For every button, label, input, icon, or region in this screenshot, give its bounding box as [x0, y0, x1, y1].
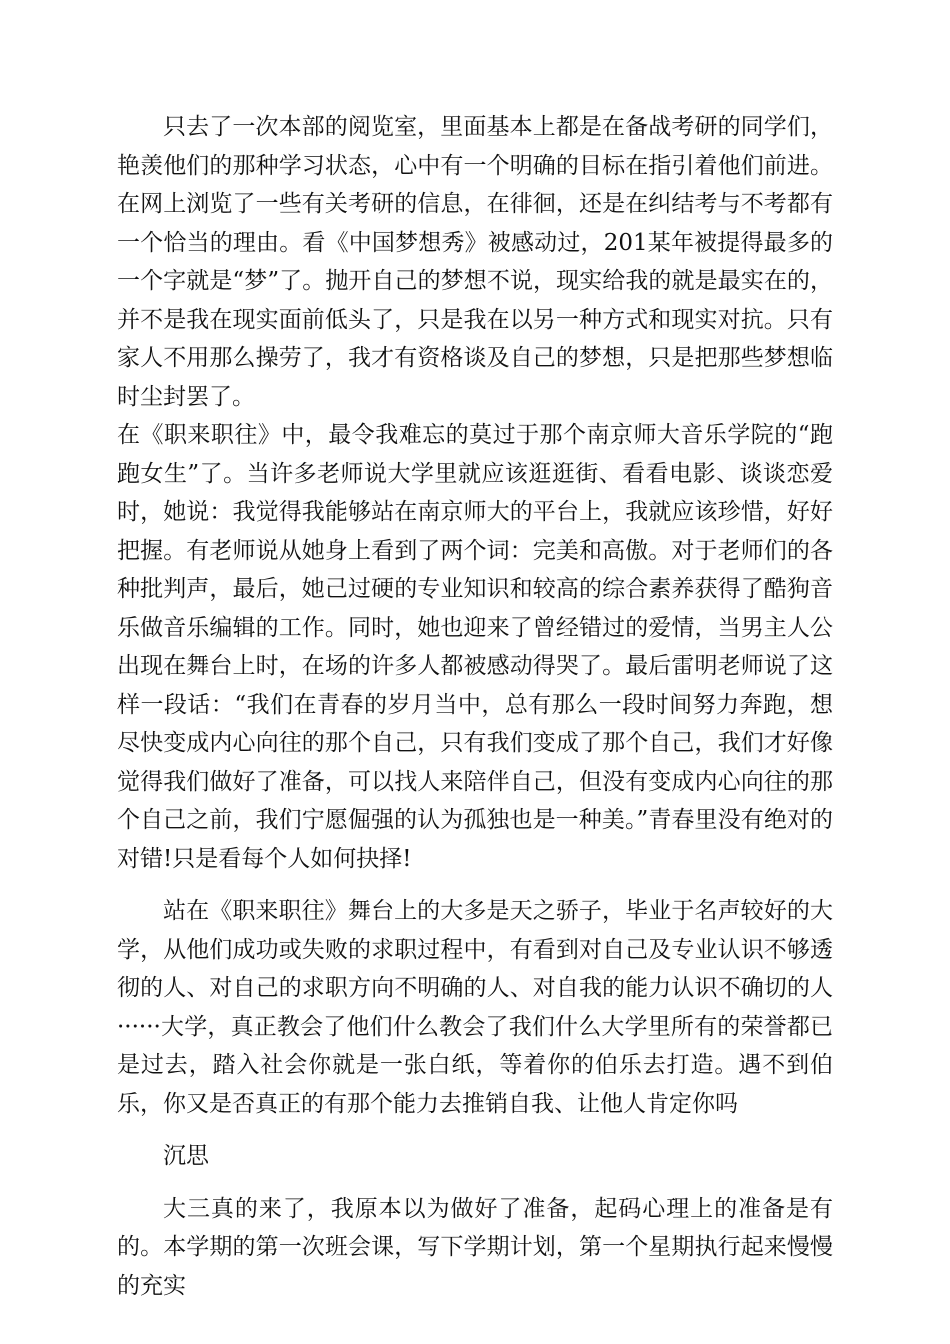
paragraph-career-show: 在《职来职往》中，最令我难忘的莫过于那个南京师大音乐学院的“跑跑女生”了。当许多老师说大学里就应该逛逛街、看看电影、谈谈恋爱时，她说：我觉得我能够站在南京师大的平台上，我就应该珍惜，好好把握。有老师说从她身上看到了两个词：完美和高傲。对于老师们的各种批判声，最后，她己过硬的专业知识和较高的综合素养获得了酷狗音乐做音乐编辑的工作。同时，她也迎来了曾经错过的爱情，当男主人公出现在舞台上时，在场的许多人都被感动得哭了。最后雷明老师说了这样一段话：“我们在青春的岁月当中，总有那么一段时间努力奔跑，想尽快变成内心向往的那个自己，只有我们变成了那个自己，我们才好像觉得我们做好了准备，可以找人来陪伴自己，但没有变成内心向往的那个自己之前，我们宁愿倔强的认为孤独也是一种美。”青春里没有绝对的对错!只是看每个人如何抉择! [117, 422, 833, 872]
section-heading-reflection: 沉思 [163, 1143, 209, 1169]
document-body [117, 108, 833, 1305]
paragraph-stage: 站在《职来职往》舞台上的大多是天之骄子，毕业于名声较好的大学，从他们成功或失败的求职过程中，有看到对自己及专业认识不够透彻的人、对自己的求职方向不明确的人、对自我的能力认识不确切的人······大学，真正教会了他们什么教会了我们什么大学里所有的荣誉都已是过去，踏入社会你就是一张白纸，等着你的伯乐去打造。遇不到伯乐，你又是否真正的有那个能力去推销自我、让他人肯定你吗 [117, 898, 833, 1117]
paragraph-junior-year: 大三真的来了，我原本以为做好了准备，起码心理上的准备是有的。本学期的第一次班会课，写下学期计划，第一个星期执行起来慢慢的充实 [117, 1195, 833, 1299]
paragraph-reading-room: 只去了一次本部的阅览室，里面基本上都是在备战考研的同学们，艳羡他们的那种学习状态，心中有一个明确的目标在指引着他们前进。在网上浏览了一些有关考研的信息，在徘徊，还是在纠结考与不考都有一个恰当的理由。看《中国梦想秀》被感动过，201某年被提得最多的一个字就是“梦”了。抛开自己的梦想不说，现实给我的就是最实在的，并不是我在现实面前低头了，只是我在以另一种方式和现实对抗。只有家人不用那么操劳了，我才有资格谈及自己的梦想，只是把那些梦想临时尘封罢了。 [117, 114, 833, 410]
